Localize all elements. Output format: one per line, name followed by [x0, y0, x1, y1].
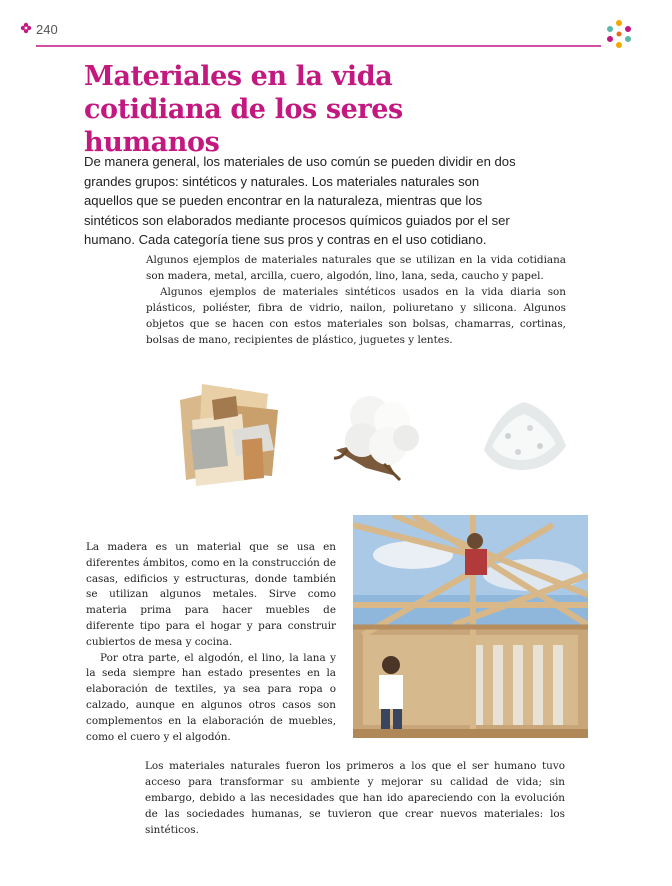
textiles-paragraph: Por otra parte, el algodón, el lino, la lana y la seda siempre han estado presentes en la elaboración de textiles, ya sea para ropa o calzado, aunque en algunos otros casos son complementos en la elaboración de muebles, como el cuero y el algodón.: [86, 651, 336, 743]
wood-section: [86, 540, 336, 745]
page-header: [0, 0, 672, 50]
wood-paragraph: La madera es un material que se usa en diferentes ámbitos, como en la construcción de casas, edificios y estructuras, donde también se utilizan algunos metales. Sirve como materia prima para hacer muebles de diferente tipo para el hogar y para construir cubiertos de mesa y cocina.: [86, 541, 336, 648]
closing-section: [145, 758, 565, 838]
closing-paragraph: Los materiales naturales fueron los primeros a los que el ser humano tuvo acceso para transformar su ambiente y mejorar su calidad de vida; sin embargo, debido a las necesidades que han ido apareciendo con la evolución de las sociedades humanas, se tuvieron que crear nuevos materiales: los sintéticos.: [145, 760, 565, 836]
page-title: Materiales en la vida cotidiana de los seres humanos: [84, 61, 403, 158]
page-number: 240: [36, 22, 58, 37]
flower-icon: [20, 22, 32, 34]
synthetic-examples-paragraph: Algunos ejemplos de materiales sintéticos usados en la vida diaria son plásticos, poliéster, fibra de vidrio, nailon, poliuretano y silicona. Algunos objetos que se hacen con estos materiales son bolsas, chamarras, cortinas, bolsas de mano, recipientes de plástico, juguetes y lentes.: [146, 286, 566, 346]
publisher-logo-icon: [603, 18, 635, 50]
cotton-image: [326, 380, 430, 490]
synthetic-granules-image: [478, 380, 570, 490]
wood-construction-image: [353, 515, 588, 738]
header-rule: [36, 45, 601, 47]
examples-section: [146, 252, 566, 348]
natural-examples-paragraph: Algunos ejemplos de materiales naturales que se utilizan en la vida cotidiana son madera, metal, arcilla, cuero, algodón, lino, lana, seda, caucho y papel.: [146, 254, 566, 282]
wood-pieces-image: [172, 380, 284, 490]
intro-paragraph: De manera general, los materiales de uso común se pueden dividir en dos grandes grupos: sintéticos y naturales. Los materiales naturales son aquellos que se pueden encontrar en la naturaleza, mientras que los sintéticos son elaborados mediante procesos químicos guiados por el ser humano. Cada categoría tiene sus pros y contras en el uso cotidiano.: [84, 154, 516, 247]
